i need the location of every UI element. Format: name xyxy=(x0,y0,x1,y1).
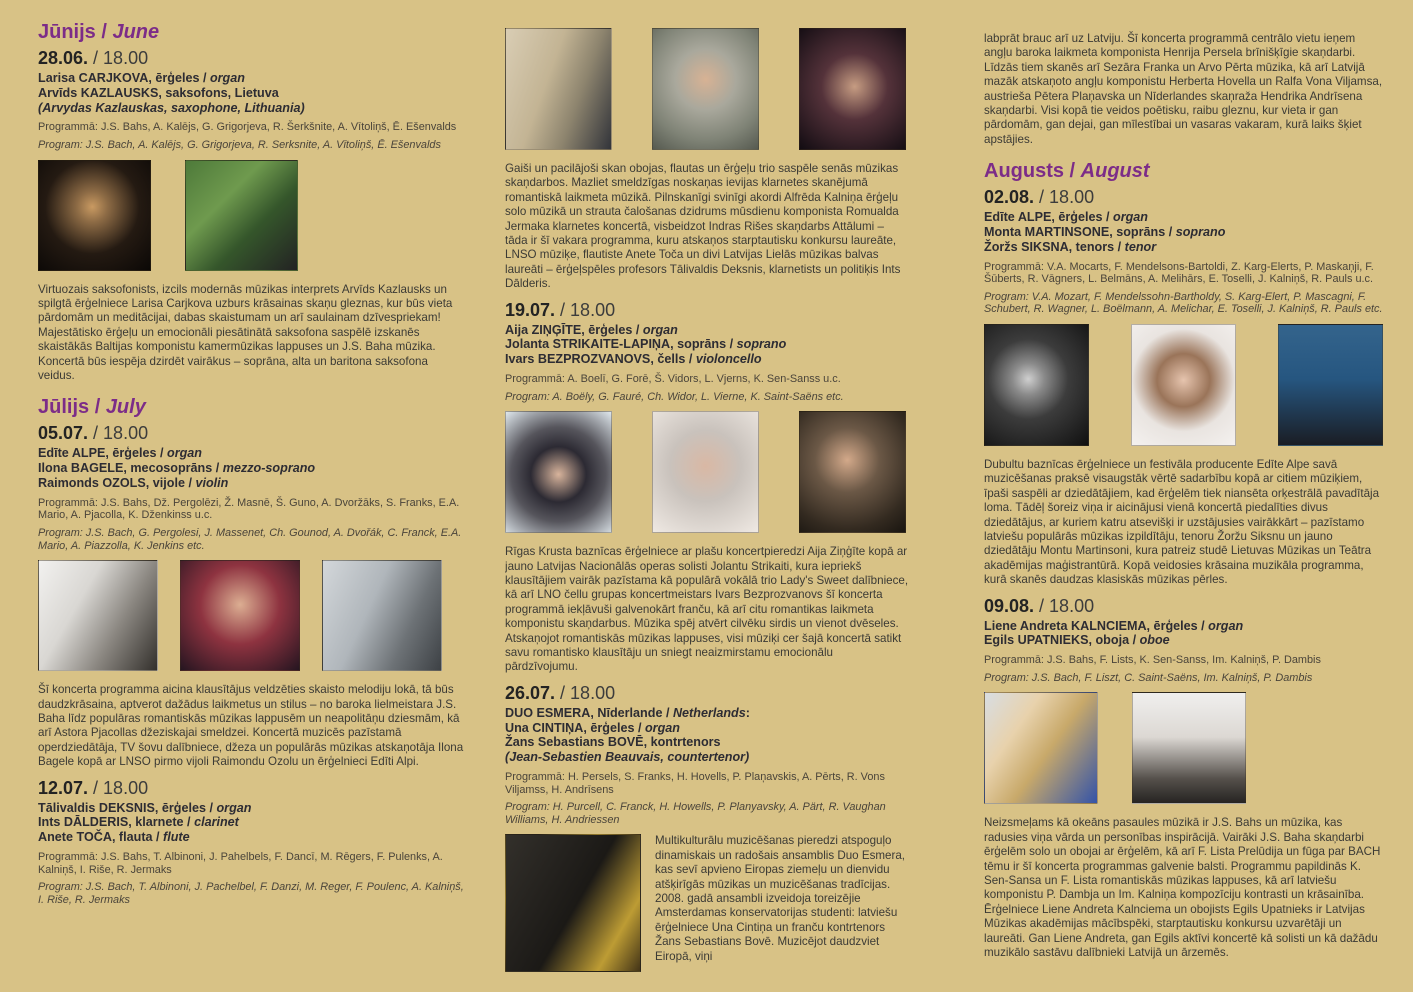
performer-text-segment: Anete TOČA, flauta / xyxy=(38,830,164,845)
photo-edite-alpe-mirror xyxy=(984,324,1089,446)
month-name-latvian: Jūnijs xyxy=(38,21,96,43)
concert-09-08- xyxy=(984,596,1386,685)
description-paragraph: Neizsmeļams kā okeāns pasaules mūzikā ir J.S. Bahs un mūzika, kas radusies viņa vārda un personības inspirācijā. Vairāki J.S. Baha skaņdarbi ērģelēm solo un obojai ar ērģelēm, kā arī F. Lista Prelūdija un fūga par BACH tēmu ir šī koncerta programmas galvenie balsti. Programmu papildinās K. Sen-Sansa un F. Lista romantiskās mūzikas lappuses, kā arī latviešu komponistu P. Dambja un Im. Kalniņa kompozīciju kontrasti un krāsainība. Ērģelniece Liene Andreta Kalnciema un obojists Egils Upatnieks ir Latvijas Mūzikas akadēmijas mācībspēki, starptautisku konkursu uzvarētāji un laureāti. Gan Liene Andreta, gan Egils aktīvi koncertē kā solisti un kā dažādu muzikālo sastāvu dalībnieki Latvijā un ārzemēs. xyxy=(984,816,1381,960)
performer-text-segment: Ivars BEZPROZVANOVS, čells / xyxy=(505,352,696,367)
month-heading xyxy=(38,20,464,44)
column-july-continued xyxy=(505,20,909,992)
concert-date: 05.07. xyxy=(38,423,89,444)
concert-date-line xyxy=(38,48,464,69)
performer-line xyxy=(505,337,909,352)
photo-ivars-bezprozvanovs xyxy=(799,411,906,533)
photo-aija-zingite xyxy=(505,411,612,533)
photo-row xyxy=(505,411,909,533)
description-paragraph: Rīgas Krusta baznīcas ērģelniece ar plašu koncertpieredzi Aija Ziņģīte kopā ar jauno Latvijas Nacionālās operas solisti Jolantu Strikaiti, kura iepriekš klausītājiem vairāk pazīstama kā populārā vokālā trio Lady's Sweet dalībniece, kā arī LNO čellu grupas koncertmeistars Ivars Bezprozvanovs šī koncerta programmā iekļāvuši galvenokārt franču, kā arī citu romantikas laikmeta komponistu skaņdarbus. Mūzika spēj atvērt cilvēku sirdis un vienot dvēseles. Atskaņojot romantiskās mūzikas lappuses, visi mūziķi cer šajā koncertā satikt savu romantisko klausītāju un sniegt neaizmirstamu emocionālu pārdzīvojumu. xyxy=(505,545,909,674)
heading-separator: / xyxy=(95,21,113,43)
performer-line xyxy=(984,225,1386,240)
photo-edite-alpe-piano xyxy=(38,560,158,671)
performer-text-segment: clarinet xyxy=(194,815,239,830)
programme-latvian: Programmā: J.S. Bahs, A. Kalējs, G. Grigorjeva, R. Šerkšnite, A. Vītoliņš, Ē. Ešenvalds xyxy=(38,121,457,134)
description-paragraph: Gaiši un pacilājoši skan obojas, flautas un ērģeļu trio saspēle senās mūzikas skaņdarbos. Mazliet smeldzīgas noskaņas ievijas klarnetes skanējumā romantiskā laikmeta mūzikā. Pilnskanīgi svinīgi akordi Alfrēda Kalniņa ērģeļu solo mūzikā un strauta čalošanas dzidrums mūsdienu komponista Romualda Jermaka klarnetes koncertā, visbeidzot Indras Rišes skaņdarbs Attālumi – tāda ir šī vakara programma, kuru atskaņos starptautisku konkursu laureāte, LNSO mūziķe, flautiste Anete Toča un divi Latvijas Lielās mūzikas balvas laureāti – ērģeļspēles profesors Tālivaldis Deksnis, klarnetists un politiķis Ints Dālderis. xyxy=(505,162,901,291)
photo-egils-upatnieks xyxy=(1132,692,1246,804)
programme-english: Program: A. Boëly, G. Fauré, Ch. Widor, L. Vierne, K. Saint-Saëns etc. xyxy=(505,390,844,403)
performer-text-segment: : xyxy=(745,705,750,720)
photo-row xyxy=(505,28,909,150)
photo-monta-martinsone xyxy=(1131,324,1236,446)
performer-line xyxy=(505,721,909,736)
photo-jolanta-strikaite xyxy=(652,411,759,533)
photo-talivaldis-deksnis xyxy=(505,28,612,150)
programme-english: Program: J.S. Bach, A. Kalējs, G. Grigorjeva, R. Serksnite, A. Vītoliņš, Ē. Ešenvalds xyxy=(38,138,441,151)
concert-time: / 18.00 xyxy=(88,48,149,68)
description-paragraph: Dubultu baznīcas ērģelniece un festivāla producente Edīte Alpe savā muzicēšanas praksē visaugstāk vērtē sadarbību kopā ar citiem mūziķiem, īpaši saspēli ar dziedātājiem, kad ērģelēm tiek niansēta orķestrālā pavadītāja loma. Tādēļ šoreiz viņa ir aicinājusi vienā koncertā piedalīties divus dziedātājus, ar kuriem katru atsevišķi ir uzstājusies vairākkārt – pazīstamo latviešu populārās mūzikas izpildītāju, tenoru Žoržu Siksnu un jauno dziedātāju Montu Martinsoni, kura patreiz studē Lietuvas Mūzikas un Teātra akadēmijas maģistrantūrā. Kopā veidosies krāsaina muzikāla programma, kurā skanēs daudzas klasiskās mūzikas pērles. xyxy=(984,458,1380,587)
concert-date-line xyxy=(505,300,909,321)
performer-line xyxy=(984,210,1386,225)
performer-text-segment: Ilona BAGELE, mecosoprāns / xyxy=(38,461,223,476)
month-heading xyxy=(984,159,1386,183)
programme-english: Program: V.A. Mozart, F. Mendelssohn-Bartholdy, S. Karg-Elert, P. Mascagni, F. Schubert, R. Wagner, L. Boëlmann, A. Melichar, E. Toselli, J. Kalniņš, R. Pauls etc. xyxy=(984,290,1383,316)
programme-latvian: Programmā: H. Persels, S. Franks, H. Hovells, P. Plaņavskis, A. Pērts, R. Vons Viljamss, H. Andrīsens xyxy=(505,771,885,796)
photo-ilona-bagele xyxy=(180,560,300,671)
concert-date: 09.08. xyxy=(984,595,1035,616)
concert-date-line xyxy=(984,187,1386,208)
concert-02-08- xyxy=(984,187,1386,316)
performer-text-segment: flute xyxy=(163,830,190,845)
photo-row xyxy=(38,560,464,671)
concert-time: / 18.00 xyxy=(1034,595,1095,616)
performer-text-segment: soprano xyxy=(736,337,787,352)
performer-line xyxy=(38,801,464,816)
performer-text-segment: organ xyxy=(1113,210,1148,225)
concert-date: 19.07. xyxy=(505,299,556,320)
performer-text-segment: Larisa CARJKOVA, ērģeles / xyxy=(38,71,210,85)
column-june-july xyxy=(38,20,464,992)
performer-line xyxy=(984,240,1386,255)
concert-26-07- xyxy=(505,683,909,827)
photo-duo-esmera xyxy=(505,834,641,972)
photo-row xyxy=(38,160,464,271)
concert-time: / 18.00 xyxy=(555,682,616,703)
performer-line xyxy=(505,352,909,367)
performer-line xyxy=(505,706,909,721)
month-name-latvian: Jūlijs xyxy=(38,396,90,419)
performer-text-segment: oboe xyxy=(1139,633,1170,648)
performer-text-segment: Jolanta STRIKAITE-LAPIŅA, soprāns / xyxy=(505,337,737,352)
performer-text-segment: tenor xyxy=(1124,239,1157,254)
performer-text-segment: Liene Andreta KALNCIEMA, ērģeles / xyxy=(984,618,1209,633)
performer-text-segment: violoncello xyxy=(695,352,762,367)
performer-line xyxy=(38,461,464,476)
concert-19-07- xyxy=(505,300,909,404)
programme-latvian: Programmā: J.S. Bahs, F. Lists, K. Sen-Sanss, Im. Kalniņš, P. Dambis xyxy=(984,654,1321,667)
description-paragraph: labprāt brauc arī uz Latviju. Šī koncerta programmā centrālo vietu ieņem angļu baroka laikmeta komponista Henrija Persela brīnišķīgie skaņdarbi. Līdzās tiem skanēs arī Sezāra Franka un Arvo Pērta mūzika, kā arī Latvijā mazāk atskaņoto angļu komponistu Herberta Hovella un Ralfa Vona Viljamsa, austrieša Pētera Plaņavska un Nīderlandes skaņraža Hendrika Andrīsena skaņdarbi. Visi kopā tie veidos poētisku, raibu gleznu, kur vieta ir gan pārdomām, gan dejai, gan mīlestībai un vasaras vakaram, kurā laiks šķiet apstājies. xyxy=(984,32,1383,146)
performer-text-segment: Una CINTIŅA, ērģeles / xyxy=(505,720,645,735)
performer-text-segment: Žoržs SIKSNA, tenors / xyxy=(984,239,1125,254)
programme-english: Program: J.S. Bach, F. Liszt, C. Saint-Saëns, Im. Kalniņš, P. Dambis xyxy=(984,671,1313,684)
performer-text-segment: organ xyxy=(209,71,245,85)
programme-latvian: Programmā: A. Boelī, G. Forē, Š. Vidors, L. Vjerns, K. Sen-Sanss u.c. xyxy=(505,373,841,386)
performer-text-segment: Edīte ALPE, ērģeles / xyxy=(38,446,168,461)
performer-text-segment: Raimonds OZOLS, vijole / xyxy=(38,476,196,491)
performer-line xyxy=(38,476,464,491)
performer-line xyxy=(38,86,464,101)
concert-05-07- xyxy=(38,423,464,552)
concert-date: 26.07. xyxy=(505,682,556,703)
programme-english: Program: J.S. Bach, G. Pergolesi, J. Massenet, Ch. Gounod, A. Dvořák, C. Franck, E.A. Mario, A. Piazzolla, K. Jenkins etc. xyxy=(38,527,462,552)
concert-date-line xyxy=(984,596,1386,617)
concert-28-06- xyxy=(38,48,464,152)
description-paragraph: Šī koncerta programma aicina klausītājus veldzēties skaisto melodiju lokā, tā būs daudzkrāsaina, aptverot dažādus laikmetus un stilus – no baroka lielmeistara J.S. Baha līdz populāras romantiskās mūzikas lappusēm un neapolitāņu dziesmām, kā arī Astora Pjacollas džeziskajai smeldzei. Koncertā muzicēs pazīstamā operdziedātāja, TV šovu dalībniece, džeza un populārās mūzikas atskaņotāja Ilona Bagele kopā ar LNSO pirmo vijoli Raimondu Ozolu un ērģelnieci Edīti Alpi. xyxy=(38,683,464,769)
photo-ints-dalderis xyxy=(652,28,759,150)
performer-text-segment: Monta MARTINSONE, soprāns / xyxy=(984,225,1176,240)
concert-12-07- xyxy=(38,778,464,907)
column-august xyxy=(984,20,1386,992)
programme-latvian: Programmā: V.A. Mocarts, F. Mendelsons-Bartoldi, Z. Karg-Elerts, P. Maskaņji, F. Šūberts, R. Vāgners, L. Belmāns, A. Melihārs, E. Toselli, J. Kalniņš, R. Pauls u.c. xyxy=(984,260,1374,286)
performer-text-segment: Tālivaldis DEKSNIS, ērģeles / xyxy=(38,800,217,815)
performer-text-segment: organ xyxy=(644,720,680,735)
performer-line xyxy=(505,735,909,750)
photo-row xyxy=(984,324,1386,446)
photo-row xyxy=(984,692,1386,804)
month-name-english: July xyxy=(105,396,146,419)
heading-separator: / xyxy=(1064,160,1081,183)
concert-date-line xyxy=(38,423,464,444)
performer-line xyxy=(38,101,464,116)
performer-text-segment: Netherlands xyxy=(672,705,746,720)
performer-text-segment: Egils UPATNIEKS, oboja / xyxy=(984,633,1140,648)
photo-liene-kalnciema xyxy=(984,692,1098,804)
photo-anete-toca xyxy=(799,28,906,150)
concert-time: / 18.00 xyxy=(88,423,149,444)
performer-text-segment: organ xyxy=(1208,618,1244,633)
concert-time: / 18.00 xyxy=(555,299,616,320)
performer-text-segment: (Jean-Sebastien Beauvais, countertenor) xyxy=(505,750,750,765)
performer-text-segment: organ xyxy=(642,322,678,337)
performer-text-segment: DUO ESMERA, Nīderlande / xyxy=(505,705,673,720)
photo-text-row xyxy=(505,834,909,972)
concert-date-line xyxy=(505,683,909,704)
concert-time: / 18.00 xyxy=(88,777,149,798)
heading-separator: / xyxy=(89,396,106,419)
description-paragraph: Multikulturālu muzicēšanas pieredzi atspoguļo dinamiskais un radošais ansamblis Duo Esmera, kas sevī apvieno Eiropas ziemeļu un dienvidu atšķirīgās mūzikas un muzicēšanas tradīcijas. 2008. gadā ansambli izveidoja toreizējie Amsterdamas konservatorijas studenti: latviešu ērģelniece Una Cintiņa un franču kontrtenors Žans Sebastians Bovē. Muzicējot daudzviet Eiropā, viņi xyxy=(655,834,906,963)
description-paragraph: Virtuozais saksofonists, izcils modernās mūzikas interprets Arvīds Kazlausks un spilgtā ērģelniece Larisa Carjkova uzburs krāsainas skaņu gleznas, kur būs vieta pārdomām un meditācijai, dabas skaistumam un arī saulainam dzīvespriekam! Majestātisko ērģeļu un emocionāli piesātinātā saksofona saspēlē izskanēs skaistākās Baltijas komponistu kamermūzikas lappuses un J.S. Baha mūzika. Koncertā būs iespēja dzirdēt vairākus – soprāna, alta un baritona saksofona veidus. xyxy=(38,282,453,383)
performer-line xyxy=(505,750,909,765)
performer-text-segment: mezzo-soprano xyxy=(222,461,316,476)
performer-text-segment: Aija ZIŅĢĪTE, ērģeles / xyxy=(505,322,643,337)
programme-english: Program: H. Purcell, C. Franck, H. Howells, P. Planyavsky, A. Pärt, R. Vaughan Williams, H. Andriessen xyxy=(505,801,886,826)
performer-text-segment: organ xyxy=(167,446,202,461)
performer-text-segment: Ints DĀLDERIS, klarnete / xyxy=(38,815,195,830)
performer-line xyxy=(38,71,464,86)
performer-line xyxy=(38,830,464,845)
concert-date: 12.07. xyxy=(38,777,89,798)
concert-date: 28.06. xyxy=(38,48,89,68)
performer-text-segment: Žans Sebastians BOVĒ, kontrtenors xyxy=(505,735,721,750)
photo-arvids-kazlausks xyxy=(185,160,298,271)
month-heading xyxy=(38,395,464,419)
programme-latvian: Programmā: J.S. Bahs, T. Albinoni, J. Pahelbels, F. Dancī, M. Rēgers, F. Pulenks, A. Kalniņš, I. Riše, R. Jermaks xyxy=(38,851,443,876)
concert-time: / 18.00 xyxy=(1034,187,1095,208)
programme-latvian: Programmā: J.S. Bahs, Dž. Pergolēzi, Ž. Masnē, Š. Guno, A. Dvoržāks, S. Franks, E.A. Mario, A. Pjacolla, K. Dženkinss u.c. xyxy=(38,496,460,522)
performer-line xyxy=(38,446,464,461)
concert-date: 02.08. xyxy=(984,187,1035,208)
performer-line xyxy=(38,815,464,830)
programme-english: Program: J.S. Bach, T. Albinoni, J. Pachelbel, F. Danzi, M. Reger, F. Poulenc, A. Kalniņš, I. Riše, R. Jermaks xyxy=(38,881,464,906)
performer-line xyxy=(505,323,909,338)
performer-text-segment: soprano xyxy=(1175,225,1226,240)
month-name-english: August xyxy=(1080,160,1150,183)
performer-line xyxy=(984,633,1386,648)
performer-text-segment: Arvīds KAZLAUSKS, saksofons, Lietuva xyxy=(38,85,279,100)
performer-text-segment: Edīte ALPE, ērģeles / xyxy=(984,210,1114,225)
performer-text-segment: (Arvydas Kazlauskas, saxophone, Lithuania) xyxy=(38,100,305,115)
photo-zorzs-siksna xyxy=(1278,324,1383,446)
concert-date-line xyxy=(38,778,464,799)
month-name-english: June xyxy=(112,21,160,43)
photo-raimonds-ozols xyxy=(322,560,442,671)
performer-text-segment: violin xyxy=(195,476,229,491)
performer-text-segment: organ xyxy=(216,800,252,815)
performer-line xyxy=(984,619,1386,634)
month-name-latvian: Augusts xyxy=(984,160,1064,183)
photo-larisa-carjkova xyxy=(38,160,151,271)
